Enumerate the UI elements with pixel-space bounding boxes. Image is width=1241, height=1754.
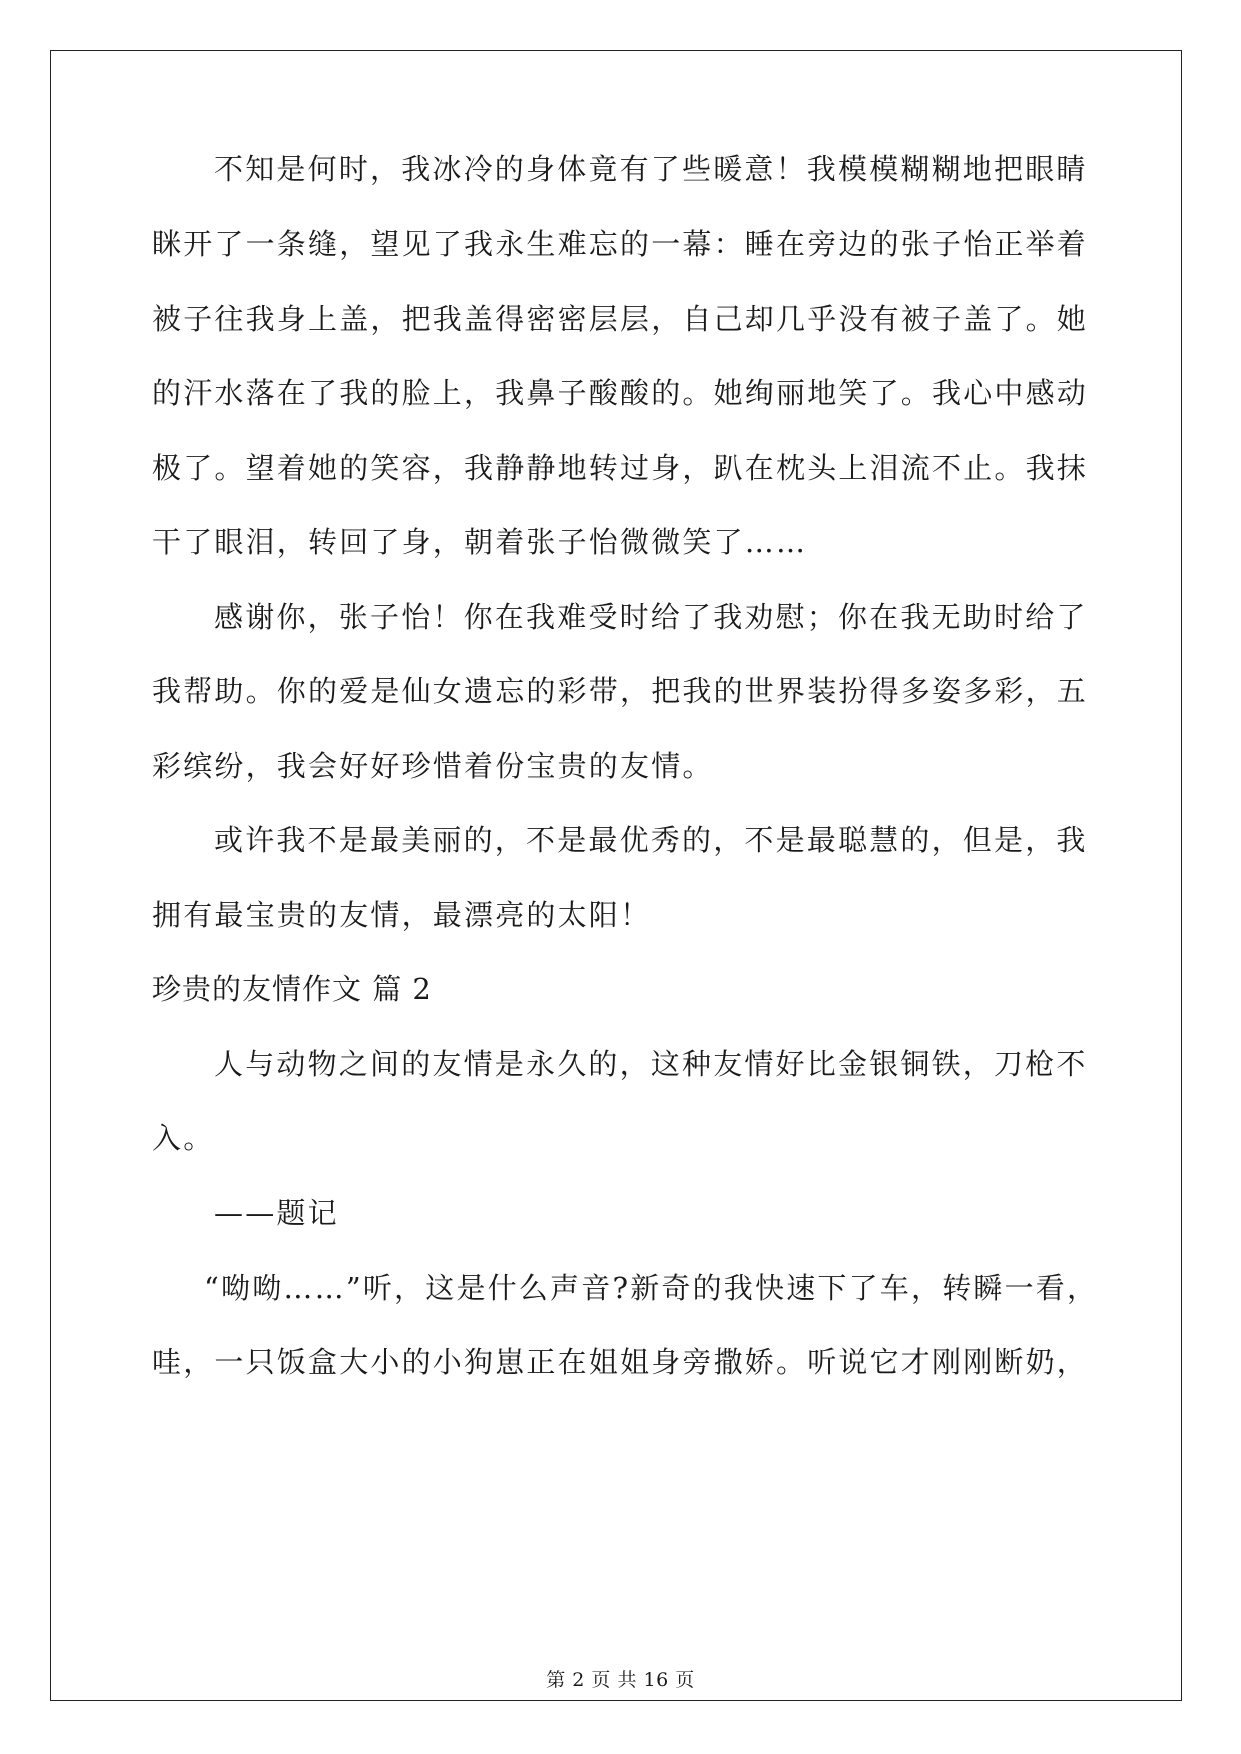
paragraph-line: 干了眼泪，转回了身，朝着张子怡微微笑了…… <box>152 525 808 559</box>
page-number-footer: 第 2 页 共 16 页 <box>546 1669 695 1691</box>
paragraph-line: “呦呦……”听，这是什么声音?新奇的我快速下了车，转瞬一看， <box>204 1271 1099 1305</box>
page-frame <box>50 50 1182 1701</box>
paragraph-line: 入。 <box>152 1121 215 1155</box>
paragraph-line: 眯开了一条缝，望见了我永生难忘的一幕：睡在旁边的张子怡正举着 <box>152 227 1089 261</box>
paragraph-line: 或许我不是最美丽的，不是最优秀的，不是最聪慧的，但是，我 <box>214 823 1088 857</box>
paragraph-line: 人与动物之间的友情是永久的，这种友情好比金银铜铁，刀枪不 <box>214 1047 1088 1081</box>
paragraph-line: 彩缤纷，我会好好珍惜着份宝贵的友情。 <box>152 749 714 783</box>
paragraph-line: 哇，一只饭盒大小的小狗崽正在姐姐身旁撒娇。听说它才刚刚断奶， <box>152 1345 1089 1379</box>
paragraph-line: 我帮助。你的爱是仙女遗忘的彩带，把我的世界装扮得多姿多彩，五 <box>152 674 1089 708</box>
paragraph-line: 的汗水落在了我的脸上，我鼻子酸酸的。她绚丽地笑了。我心中感动 <box>152 376 1089 410</box>
paragraph-line: 不知是何时，我冰冷的身体竟有了些暖意！我模模糊糊地把眼睛 <box>214 152 1088 186</box>
paragraph-line: 感谢你，张子怡！你在我难受时给了我劝慰；你在我无助时给了 <box>214 600 1088 634</box>
paragraph-line: 极了。望着她的笑容，我静静地转过身，趴在枕头上泪流不止。我抹 <box>152 451 1089 485</box>
epigraph-attribution: ——题记 <box>214 1196 339 1230</box>
paragraph-line: 被子往我身上盖，把我盖得密密层层，自己却几乎没有被子盖了。她 <box>152 302 1089 336</box>
section-heading: 珍贵的友情作文 篇 2 <box>152 972 432 1006</box>
paragraph-line: 拥有最宝贵的友情，最漂亮的太阳！ <box>152 898 652 932</box>
